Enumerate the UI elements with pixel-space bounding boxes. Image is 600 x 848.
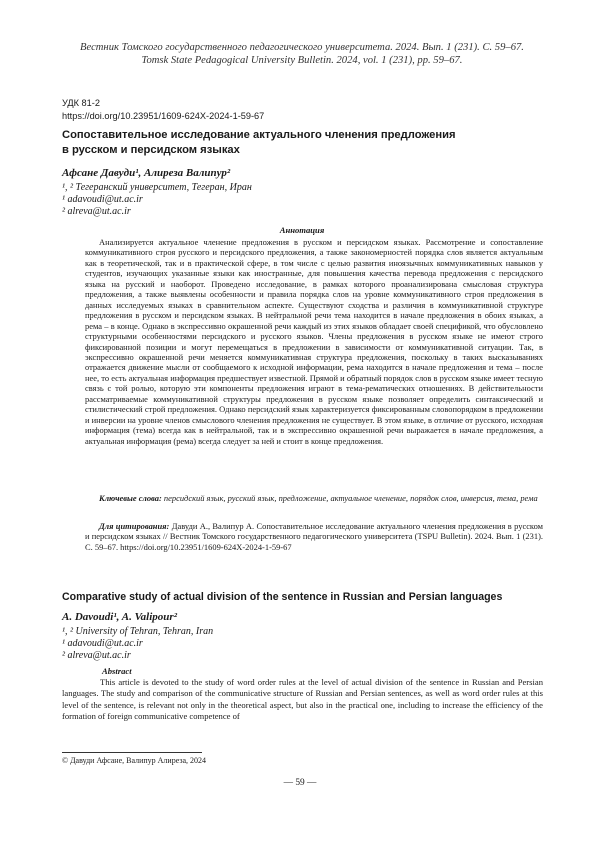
doi-link[interactable]: https://doi.org/10.23951/1609-624X-2024-1-59-67 bbox=[62, 111, 265, 121]
abstract-text-ru: Анализируется актуальное членение предложения в русском и персидском языках. Рассмотрение и сопоставление коммуникативного строя русского и персидского предложения, а также закономерностей порядка слов является актуальным как в теоретической, так и в практической сфере, в том числе с целью развития иноязычных коммуникативных навыков у студентов, изучающих указанные языки как иностранные, для повышения качества перевода предложения с персидского языка на русский и наоборот. Проведено исследование, в рамках которого проанализирована смысловая структура предложения, а также выявлены особенности и правила порядка слов на уровне коммуникативного строя предложения в данных исследуемых языках в сравнительном аспекте. Существуют сходства и различия в коммуникативной структуре предложения в русском и персидском языках. В нейтральной речи тема находится в начале предложения в обоих языках, а рема – в конце. Однако в экспрессивно окрашенной речи каждый из этих языков обладает своей спецификой, что обусловлено структурными особенностями персидского и русского языков. Члены предложения в русском языке не имеют строго фиксированной позиции и могут перемещаться в предложении в зависимости от коммуникативной ситуации. Так, в экспрессивно окрашенной речи меняется коммуникативная структура предложения, поскольку в таких высказываниях отражается движение мысли от сообщаемого к исходной информации, рема находится в начале предложения и тема – после нее, то есть актуальная информация предшествует известной. Прямой и обратный порядок слов в русском языке имеет тесную связь с той ролью, которую эти компоненты предложения играют в тема-рематических отношениях. В действительности рассматриваемые коммуникативной структуры предложения в русском языке позволяет определить синтаксический и стилистический строй предложения. Однако персидский язык характеризуется фиксированным словопорядком в предложении и инверсии на уровне членов смыслового членения предложения не существует. В этом языке, в отличие от русского, исходная информация (тема) всегда как в нейтральной, так и в экспрессивно окрашенной речи выражается в начале предложения, а актуальная информация (рема) всегда следует за ней и стоит в конце предложения. bbox=[85, 237, 543, 446]
authors-en: A. Davoudi¹, A. Valipour² bbox=[62, 611, 177, 623]
udc-code: УДК 81-2 bbox=[62, 98, 100, 108]
affiliation-ru-email-2[interactable]: ² alreva@ut.ac.ir bbox=[62, 205, 131, 217]
affiliations-ru bbox=[62, 182, 252, 217]
keywords-ru bbox=[85, 493, 543, 503]
abstract-text-en: This article is devoted to the study of word order rules at the level of actual division of the sentence in Russian and Persian languages. The study and comparison of the communicative structure of Russian and Persian sentences, as well as word order rules at this level of the sentence, is relevant not only in the theoretical aspect, but also in the practical one, including to increase the efficiency of the formation of foreign communicative competence of bbox=[62, 677, 543, 722]
keywords-value: персидский язык, русский язык, предложение, актуальное членение, порядок слов, инверсия, тема, рема bbox=[163, 493, 538, 503]
affiliation-ru-email-1[interactable]: ¹ adavoudi@ut.ac.ir bbox=[62, 193, 143, 205]
page-number: — 59 — bbox=[283, 778, 317, 788]
affiliation-en-email-1[interactable]: ¹ adavoudi@ut.ac.ir bbox=[62, 637, 143, 649]
title-ru-line-1: Сопоставительное исследование актуального членения предложения bbox=[62, 129, 456, 141]
abstract-heading-ru: Аннотация bbox=[279, 225, 325, 235]
abstract-heading-en: Abstract bbox=[102, 666, 132, 676]
footnote-divider bbox=[62, 752, 202, 753]
authors-ru: Афсане Давуди¹, Алиреза Валипур² bbox=[62, 167, 231, 179]
affiliation-en-email-2[interactable]: ² alreva@ut.ac.ir bbox=[62, 649, 131, 661]
journal-line-en: Tomsk State Pedagogical University Bulletin. 2024, vol. 1 (231), pp. 59–67. bbox=[141, 55, 463, 66]
citation-ru bbox=[85, 521, 543, 552]
copyright-notice: © Давуди Афсане, Валипур Алиреза, 2024 bbox=[62, 756, 207, 765]
citation-label: Для цитирования: bbox=[99, 521, 170, 531]
affiliation-en-university: ¹, ² University of Tehran, Tehran, Iran bbox=[62, 626, 214, 637]
affiliation-ru-university: ¹, ² Тегеранский университет, Тегеран, Иран bbox=[62, 182, 252, 193]
article-title-ru bbox=[62, 128, 532, 157]
journal-header bbox=[62, 41, 542, 67]
journal-line-ru: Вестник Томского государственного педагогического университета. 2024. Вып. 1 (231). С. 59–67. bbox=[80, 42, 524, 53]
citation-text: Давуди А., Валипур А. Сопоставительное исследование актуального членения предложения в русском и персидском языках // Вестник Томского государственного педагогического университета (TSPU Bulletin). 2024. Вып. 1 (231). С. 59–67. https://doi.org/10.23951/1609-624X-2024-1-59-67 bbox=[85, 521, 544, 552]
article-title-en: Comparative study of actual division of the sentence in Russian and Persian languages bbox=[62, 591, 503, 603]
affiliations-en bbox=[62, 626, 213, 661]
title-ru-line-2: в русском и персидском языках bbox=[62, 143, 240, 156]
keywords-label: Ключевые слова: bbox=[99, 493, 162, 503]
